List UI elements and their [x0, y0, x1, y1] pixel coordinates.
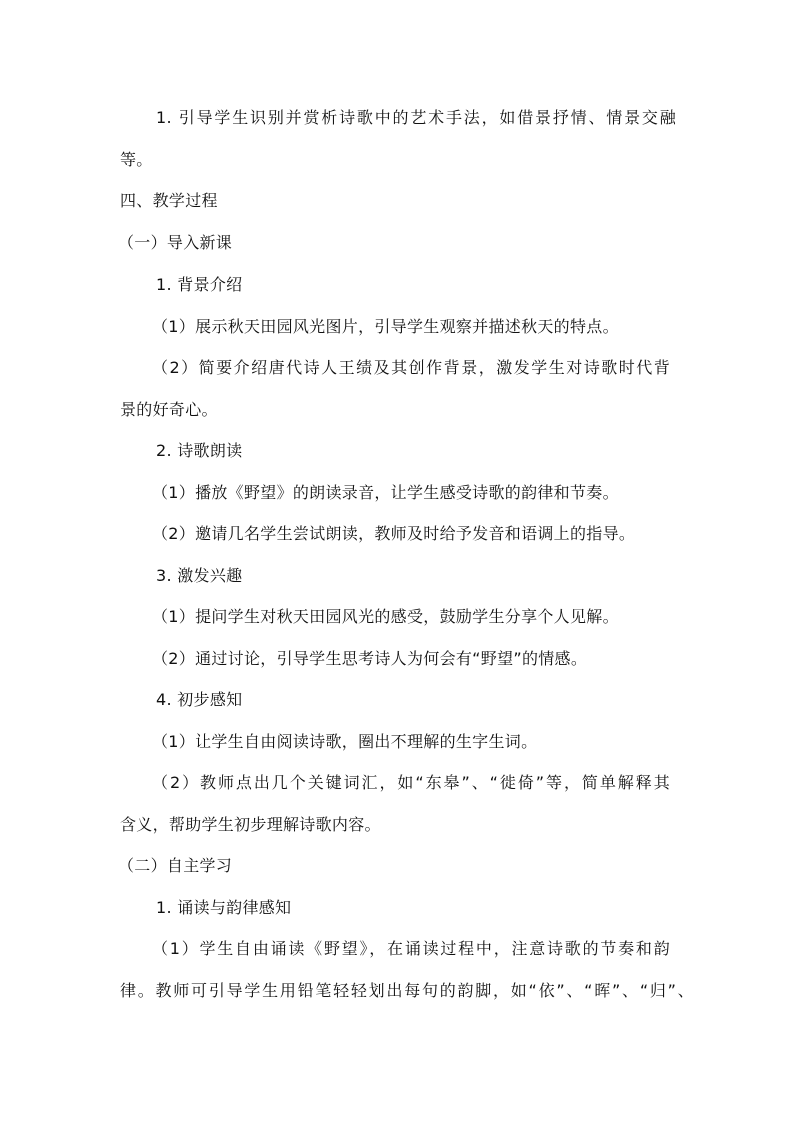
item-heading: 3. 激发兴趣	[156, 566, 243, 585]
text-line: （2）通过讨论，引导学生思考诗人为何会有“野望”的情感。	[152, 649, 588, 668]
text-line: 等。	[120, 150, 153, 169]
item-heading: 4. 初步感知	[156, 690, 243, 709]
subsection-heading: （一）导入新课	[118, 233, 233, 252]
text-line: （1）播放《野望》的朗读录音，让学生感受诗歌的韵律和节奏。	[152, 483, 619, 502]
text-line: （1）提问学生对秋天田园风光的感受，鼓励学生分享个人见解。	[152, 607, 619, 626]
text-line: 1. 引导学生识别并赏析诗歌中的艺术手法，如借景抒情、情景交融	[156, 108, 676, 127]
text-line: 含义，帮助学生初步理解诗歌内容。	[120, 815, 381, 834]
item-heading: 1. 背景介绍	[156, 275, 243, 294]
text-line: 景的好奇心。	[120, 400, 218, 419]
section-heading: 四、教学过程	[120, 191, 218, 210]
text-line: （2）邀请几名学生尝试朗读，教师及时给予发音和语调上的指导。	[152, 524, 636, 543]
text-line: （1）展示秋天田园风光图片，引导学生观察并描述秋天的特点。	[152, 317, 619, 336]
text-line: （1）让学生自由阅读诗歌，圈出不理解的生字生词。	[152, 732, 538, 751]
subsection-heading: （二）自主学习	[118, 856, 233, 875]
text-line: （1）学生自由诵读《野望》，在诵读过程中，注意诗歌的节奏和韵	[152, 939, 670, 958]
item-heading: 2. 诗歌朗读	[156, 441, 243, 460]
text-line: （2）简要介绍唐代诗人王绩及其创作背景，激发学生对诗歌时代背	[152, 358, 670, 377]
item-heading: 1. 诵读与韵律感知	[156, 898, 292, 917]
text-line: （2）教师点出几个关键词汇，如“东皋”、“徙倚”等，简单解释其	[152, 773, 670, 792]
text-line: 律。教师可引导学生用铅笔轻轻划出每句的韵脚，如“依”、“晖”、“归”、	[120, 981, 694, 1000]
